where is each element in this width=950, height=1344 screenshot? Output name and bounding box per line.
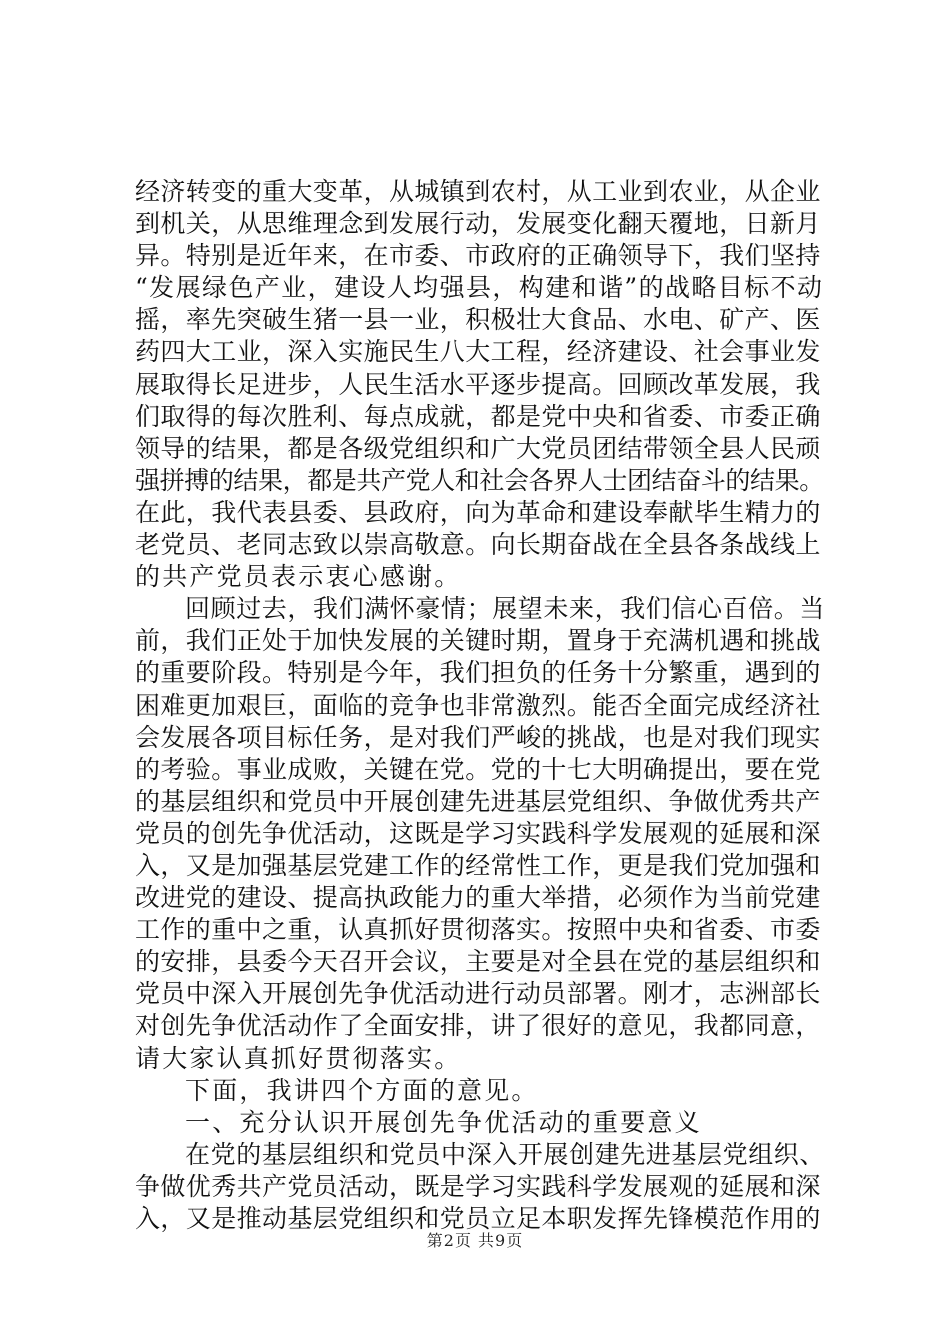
text-line: 的基层组织和党员中开展创建先进基层党组织、争做优秀共产 — [135, 786, 821, 816]
text-line: 到机关，从思维理念到发展行动，发展变化翻天覆地，日新月 — [135, 209, 821, 239]
body-text — [135, 176, 825, 1235]
text-line: 领导的结果，都是各级党组织和广大党员团结带领全县人民顽 — [135, 433, 821, 463]
text-line: 们取得的每次胜利、每点成就，都是党中央和省委、市委正确 — [135, 401, 821, 431]
text-line: 在党的基层组织和党员中深入开展创建先进基层党组织、 — [185, 1139, 826, 1169]
text-line: 对创先争优活动作了全面安排，讲了很好的意见，我都同意， — [135, 1011, 821, 1041]
text-line: 党员的创先争优活动，这既是学习实践科学发展观的延展和深 — [135, 818, 821, 848]
page-footer: 第2页 共9页 — [426, 1231, 524, 1250]
text-line: 异。特别是近年来，在市委、市政府的正确领导下，我们坚持 — [135, 241, 821, 271]
text-line: 会发展各项目标任务，是对我们严峻的挑战，也是对我们现实 — [135, 722, 821, 752]
text-line: 困难更加艰巨，面临的竞争也非常激烈。能否全面完成经济社 — [135, 690, 821, 720]
text-line: 争做优秀共产党员活动，既是学习实践科学发展观的延展和深 — [135, 1171, 821, 1201]
text-line: 下面，我讲四个方面的意见。 — [185, 1075, 539, 1105]
text-line: 的安排，县委今天召开会议，主要是对全县在党的基层组织和 — [135, 947, 821, 977]
text-line: 一、充分认识开展创先争优活动的重要意义 — [185, 1107, 702, 1137]
text-line: 强拼搏的结果，都是共产党人和社会各界人士团结奋斗的结果。 — [135, 465, 824, 495]
text-line: 工作的重中之重，认真抓好贯彻落实。按照中央和省委、市委 — [135, 915, 821, 945]
text-line: 回顾过去，我们满怀豪情；展望未来，我们信心百倍。当 — [185, 594, 826, 624]
text-line: 经济转变的重大变革，从城镇到农村，从工业到农业，从企业 — [135, 177, 821, 206]
text-line: 改进党的建设、提高执政能力的重大举措，必须作为当前党建 — [135, 883, 821, 913]
text-line: 党员中深入开展创先争优活动进行动员部署。刚才，志洲部长 — [135, 979, 821, 1009]
text-line: 展取得长足进步，人民生活水平逐步提高。回顾改革发展，我 — [135, 369, 821, 399]
text-line: 在此，我代表县委、县政府，向为革命和建设奉献毕生精力的 — [135, 497, 821, 527]
text-line: 摇，率先突破生猪一县一业，积极壮大食品、水电、矿产、医 — [135, 305, 821, 335]
text-line: 请大家认真抓好贯彻落实。 — [135, 1043, 462, 1073]
text-line: 入，又是推动基层党组织和党员立足本职发挥先锋模范作用的 — [135, 1204, 821, 1233]
text-line: 的考验。事业成败，关键在党。党的十七大明确提出，要在党 — [135, 754, 821, 784]
text-line: “发展绿色产业，建设人均强县，构建和谐”的战略目标不动 — [135, 273, 824, 303]
text-line: 的共产党员表示衷心感谢。 — [135, 562, 462, 592]
text-line: 的重要阶段。特别是今年，我们担负的任务十分繁重，遇到的 — [135, 658, 821, 688]
text-line: 前，我们正处于加快发展的关键时期，置身于充满机遇和挑战 — [135, 626, 821, 656]
text-line: 药四大工业，深入实施民生八大工程，经济建设、社会事业发 — [135, 337, 821, 367]
text-line: 入，又是加强基层党建工作的经常性工作，更是我们党加强和 — [135, 850, 821, 880]
text-line: 老党员、老同志致以崇高敬意。向长期奋战在全县各条战线上 — [135, 530, 821, 560]
